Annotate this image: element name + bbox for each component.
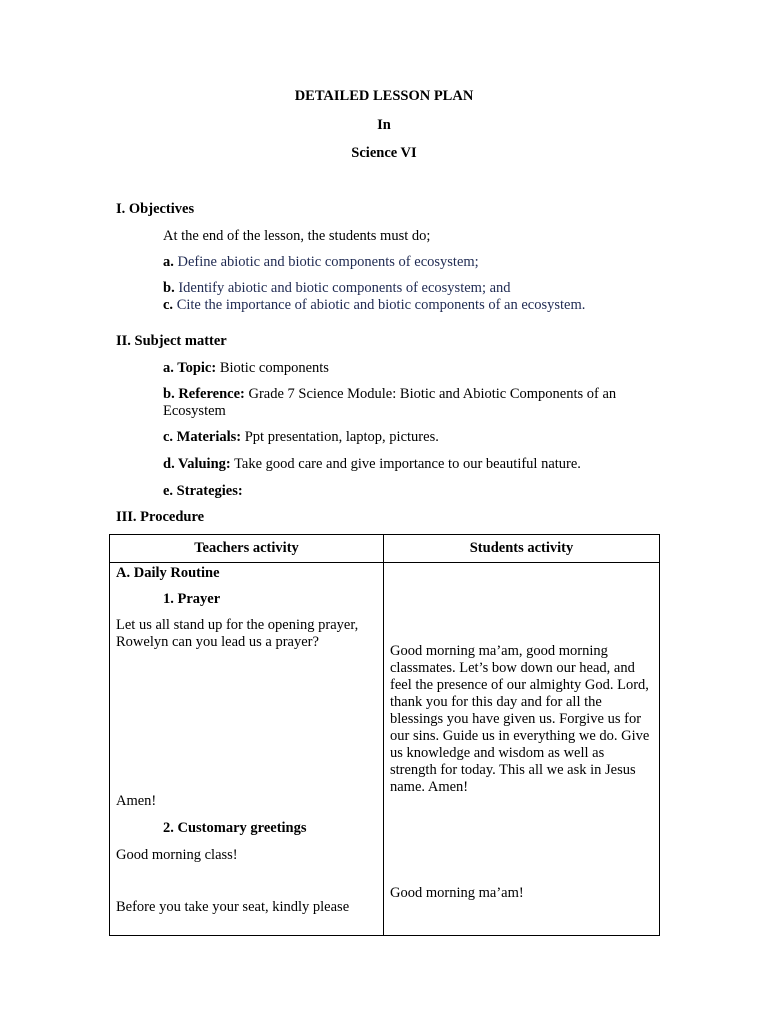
student-activity-cell (384, 563, 660, 936)
table-row (110, 563, 660, 936)
customary-greetings-heading: 2. Customary greetings (163, 820, 307, 836)
topic-value: Biotic components (216, 360, 329, 376)
reference-value: Grade 7 Science Module: Biotic and Abiotic Components of an Ecosystem (163, 386, 617, 419)
objective-letter: a. (163, 254, 174, 270)
objectives-intro: At the end of the lesson, the students must do; (163, 228, 431, 244)
objective-letter: b. (163, 280, 175, 296)
topic-label: a. Topic: (163, 360, 217, 376)
objectives-heading: I. Objectives (116, 201, 195, 217)
subject-topic (163, 360, 329, 377)
daily-routine-heading: A. Daily Routine (116, 565, 220, 581)
objective-text: Cite the importance of abiotic and biotic components of an ecosystem. (173, 297, 586, 313)
procedure-heading: III. Procedure (116, 509, 205, 525)
materials-label: c. Materials: (163, 429, 242, 445)
subject-valuing (163, 456, 581, 473)
valuing-label: d. Valuing: (163, 456, 231, 472)
teacher-seat-text: Before you take your seat, kindly please (116, 899, 350, 915)
student-greeting-reply: Good morning ma’am! (390, 885, 524, 901)
teacher-amen: Amen! (116, 793, 157, 809)
objective-item-c (163, 297, 585, 314)
table-header-row (110, 535, 660, 563)
prayer-heading: 1. Prayer (163, 591, 221, 607)
materials-value: Ppt presentation, laptop, pictures. (241, 429, 439, 445)
document-title-in: In (377, 117, 391, 133)
teacher-activity-cell (110, 563, 384, 936)
objective-text: Define abiotic and biotic components of ecosystem; (173, 254, 479, 270)
teacher-greeting-text: Good morning class! (116, 847, 238, 863)
subject-strategies: e. Strategies: (163, 483, 243, 499)
reference-label: b. Reference: (163, 386, 245, 402)
procedure-table (109, 534, 660, 936)
document-title: DETAILED LESSON PLAN (294, 88, 474, 104)
document-subject: Science VI (351, 145, 417, 161)
column-header-students: Students activity (384, 535, 660, 563)
subject-materials (163, 429, 439, 446)
objective-item-b (163, 280, 511, 297)
objective-text: Identify abiotic and biotic components of ecosystem; and (174, 280, 511, 296)
subject-reference (163, 386, 663, 420)
objective-item-a (163, 254, 479, 271)
valuing-value: Take good care and give importance to our beautiful nature. (230, 456, 581, 472)
student-prayer-text: Good morning ma’am, good morning classmates. Let’s bow down our head, and feel the presence of our almighty God. Lord, thank you for this day and for all the blessings you have given us. Forgive us for our sins. Guide us in everything we do. Give us knowledge and wisdom as well as strength for today. This all we ask in Jesus name. Amen! (390, 643, 650, 795)
teacher-prayer-text: Let us all stand up for the opening prayer, Rowelyn can you lead us a prayer? (116, 617, 359, 650)
column-header-teachers: Teachers activity (110, 535, 384, 563)
objective-letter: c. (163, 297, 174, 313)
subject-matter-heading: II. Subject matter (116, 333, 227, 349)
